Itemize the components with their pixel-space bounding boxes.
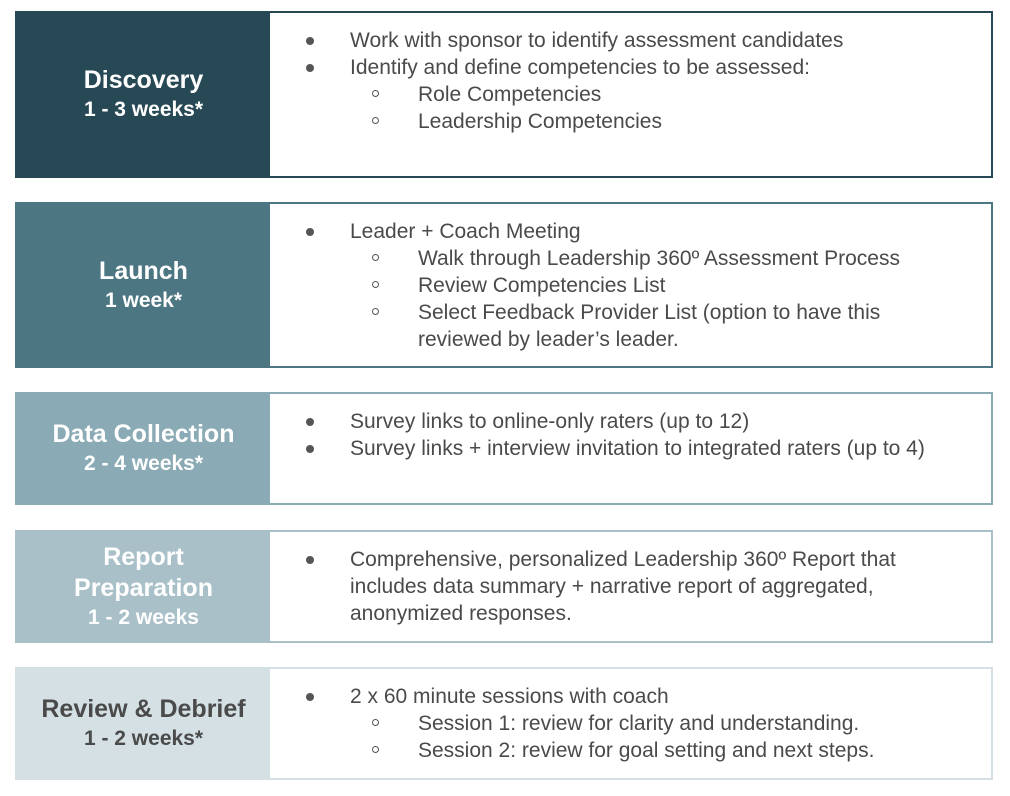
bullet-list bbox=[270, 27, 991, 135]
phase-duration: 1 - 3 weeks* bbox=[83, 98, 204, 121]
sub-list-item: Role Competencies bbox=[17, 81, 991, 108]
bullet-list bbox=[270, 408, 991, 462]
list-item: Work with sponsor to identify assessment candidates bbox=[17, 27, 991, 54]
phase-details bbox=[270, 394, 991, 503]
list-item: Leader + Coach Meeting bbox=[17, 218, 991, 245]
bullet-list bbox=[270, 218, 991, 353]
list-item: Comprehensive, personalized Leadership 360º Report that includes data summary + narrative report of aggregated, anonymized responses. bbox=[17, 546, 991, 627]
phase-name: Report Preparation bbox=[74, 542, 213, 602]
phase-name: Data Collection bbox=[52, 420, 235, 448]
sub-list-item: Session 2: review for goal setting and next steps. bbox=[17, 737, 991, 764]
list-item: Survey links to online-only raters (up to 12) bbox=[17, 408, 991, 435]
phase-discovery bbox=[15, 11, 993, 178]
phase-details bbox=[270, 204, 991, 366]
phase-data-collection bbox=[15, 392, 993, 505]
phase-details bbox=[270, 669, 991, 778]
phase-details bbox=[270, 13, 991, 176]
phase-name: Review & Debrief bbox=[41, 695, 246, 723]
list-item: Identify and define competencies to be assessed: bbox=[17, 54, 991, 81]
phase-name: Launch bbox=[99, 256, 188, 285]
sub-list-item: Session 1: review for clarity and understanding. bbox=[17, 710, 991, 737]
phase-duration: 1 - 2 weeks* bbox=[83, 727, 204, 750]
sub-list-item: Select Feedback Provider List (option to have this reviewed by leader’s leader. bbox=[17, 299, 991, 353]
phase-report-preparation bbox=[15, 530, 993, 643]
phase-duration: 1 - 2 weeks bbox=[88, 605, 199, 629]
phase-details bbox=[270, 532, 991, 641]
phase-duration: 1 week* bbox=[104, 288, 183, 312]
sub-list-item: Leadership Competencies bbox=[17, 108, 991, 135]
sub-list-item: Walk through Leadership 360º Assessment Process bbox=[17, 245, 991, 272]
phase-review-debrief bbox=[15, 667, 993, 780]
phase-launch bbox=[15, 202, 993, 368]
list-item: Survey links + interview invitation to integrated raters (up to 4) bbox=[17, 435, 991, 462]
bullet-list bbox=[270, 683, 991, 764]
sub-list-item: Review Competencies List bbox=[17, 272, 991, 299]
bullet-list bbox=[270, 546, 991, 627]
phase-name: Discovery bbox=[83, 66, 204, 94]
phase-duration: 2 - 4 weeks* bbox=[83, 452, 204, 475]
list-item: 2 x 60 minute sessions with coach bbox=[17, 683, 991, 710]
